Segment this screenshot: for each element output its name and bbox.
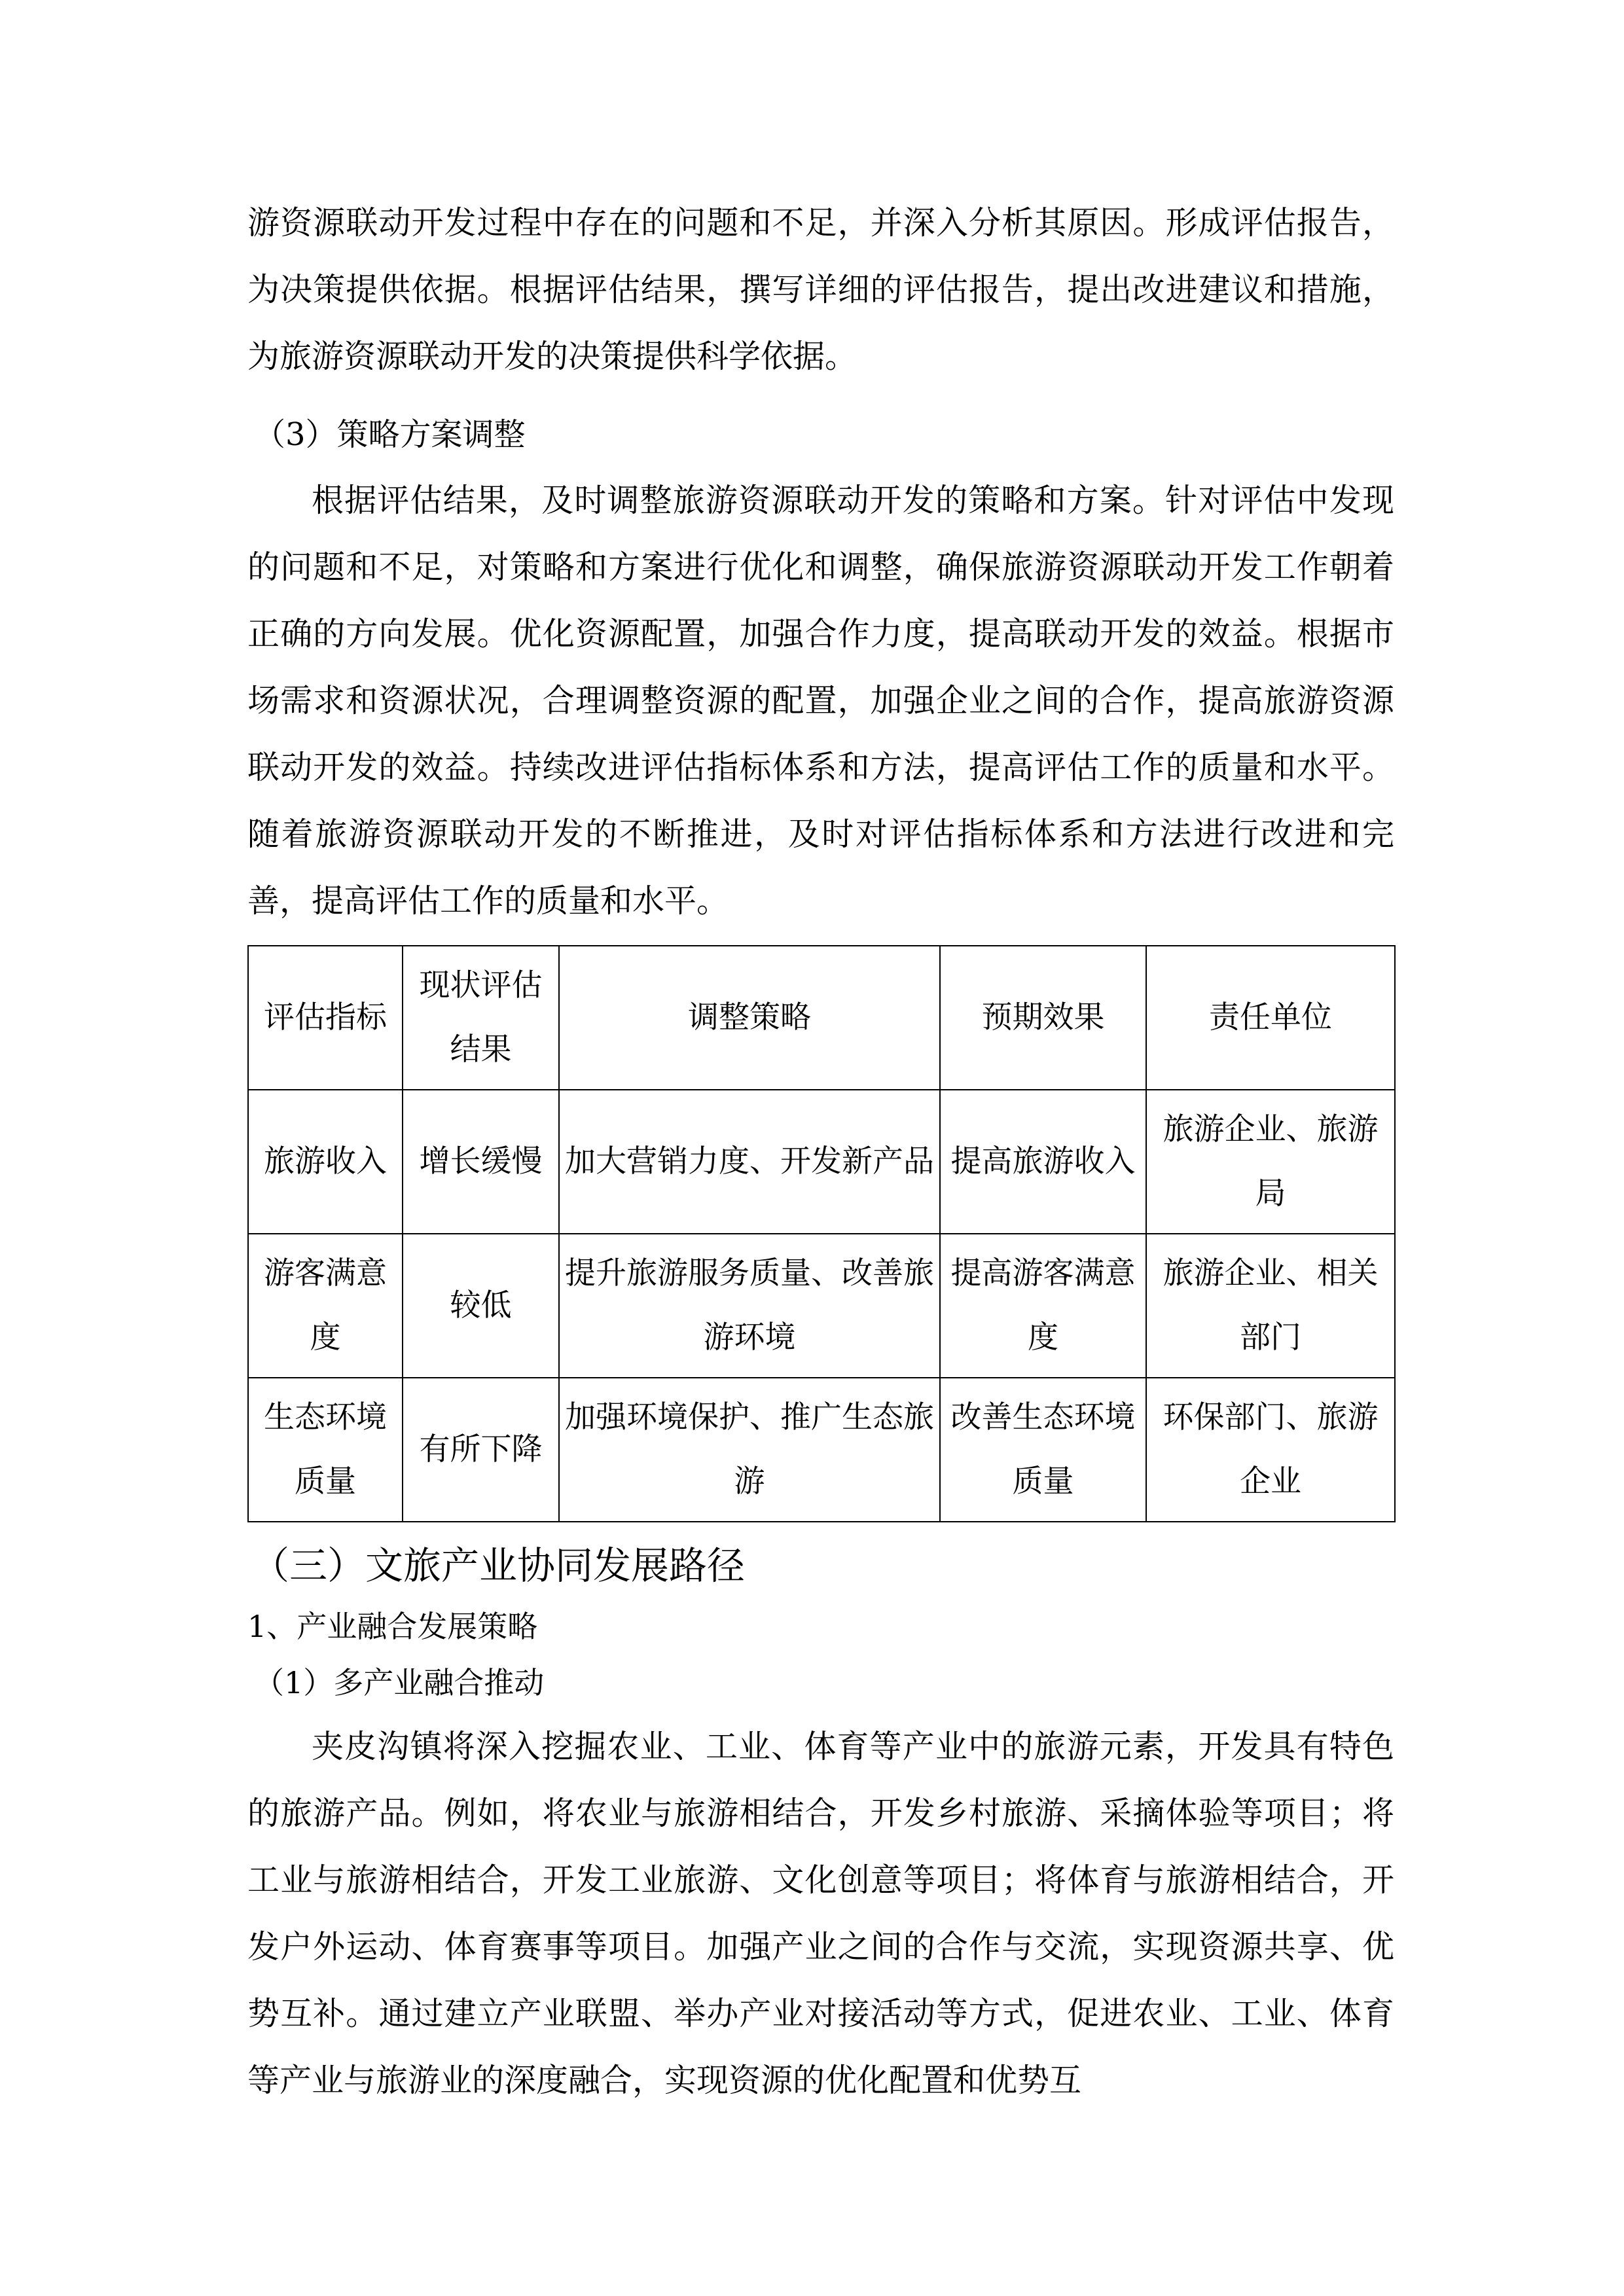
table-row xyxy=(248,1090,1395,1234)
table-cell: 增长缓慢 xyxy=(403,1090,559,1234)
table-header-cell: 现状评估结果 xyxy=(403,946,559,1090)
table-header-row xyxy=(248,946,1395,1090)
table-header-cell: 责任单位 xyxy=(1146,946,1395,1090)
evaluation-table xyxy=(247,945,1396,1522)
table-cell: 旅游企业、旅游局 xyxy=(1146,1090,1395,1234)
table-cell: 加大营销力度、开发新产品 xyxy=(559,1090,940,1234)
table-cell: 加强环境保护、推广生态旅游 xyxy=(559,1378,940,1522)
table-cell: 提高旅游收入 xyxy=(940,1090,1146,1234)
table-cell: 较低 xyxy=(403,1234,559,1378)
table-row xyxy=(248,1378,1395,1522)
table-header-cell: 评估指标 xyxy=(248,946,403,1090)
subsection-heading: 1、产业融合发展策略 xyxy=(247,1609,538,1644)
table-header-cell: 预期效果 xyxy=(940,946,1146,1090)
table-header-cell: 调整策略 xyxy=(559,946,940,1090)
table-cell: 游客满意度 xyxy=(248,1234,403,1378)
table-cell: 改善生态环境质量 xyxy=(940,1378,1146,1522)
document-page xyxy=(247,190,1394,2114)
paragraph-industry-integration: 夹皮沟镇将深入挖掘农业、工业、体育等产业中的旅游元素，开发具有特色的旅游产品。例如，将农业与旅游相结合，开发乡村旅游、采摘体验等项目；将工业与旅游相结合，开发工业旅游、文化创意等项目；将体育与旅游相结合，开发户外运动、体育赛事等项目。加强产业之间的合作与交流，实现资源共享、优势互补。通过建立产业联盟、举办产业对接活动等方式，促进农业、工业、体育等产业与旅游业的深度融合，实现资源的优化配置和优势互 xyxy=(247,1728,1394,2099)
paragraph-evaluation-report: 游资源联动开发过程中存在的问题和不足，并深入分析其原因。形成评估报告，为决策提供依据。根据评估结果，撰写详细的评估报告，提出改进建议和措施，为旅游资源联动开发的决策提供科学依据。 xyxy=(247,204,1394,375)
table-cell: 提高游客满意度 xyxy=(940,1234,1146,1378)
table-cell: 生态环境质量 xyxy=(248,1378,403,1522)
table-cell: 旅游收入 xyxy=(248,1090,403,1234)
table-cell: 提升旅游服务质量、改善旅游环境 xyxy=(559,1234,940,1378)
table-cell: 旅游企业、相关部门 xyxy=(1146,1234,1395,1378)
subsubsection-heading: （1）多产业融合推动 xyxy=(254,1665,545,1700)
table-cell: 有所下降 xyxy=(403,1378,559,1522)
heading-strategy-adjustment: （3）策略方案调整 xyxy=(254,416,526,453)
table-row xyxy=(248,1234,1395,1378)
paragraph-strategy-adjustment: 根据评估结果，及时调整旅游资源联动开发的策略和方案。针对评估中发现的问题和不足，对策略和方案进行优化和调整，确保旅游资源联动开发工作朝着正确的方向发展。优化资源配置，加强合作力度，提高联动开发的效益。根据市场需求和资源状况，合理调整资源的配置，加强企业之间的合作，提高旅游资源联动开发的效益。持续改进评估指标体系和方法，提高评估工作的质量和水平。随着旅游资源联动开发的不断推进，及时对评估指标体系和方法进行改进和完善，提高评估工作的质量和水平。 xyxy=(247,482,1394,920)
table-cell: 环保部门、旅游企业 xyxy=(1146,1378,1395,1522)
chapter-heading: （三）文旅产业协同发展路径 xyxy=(251,1543,746,1588)
